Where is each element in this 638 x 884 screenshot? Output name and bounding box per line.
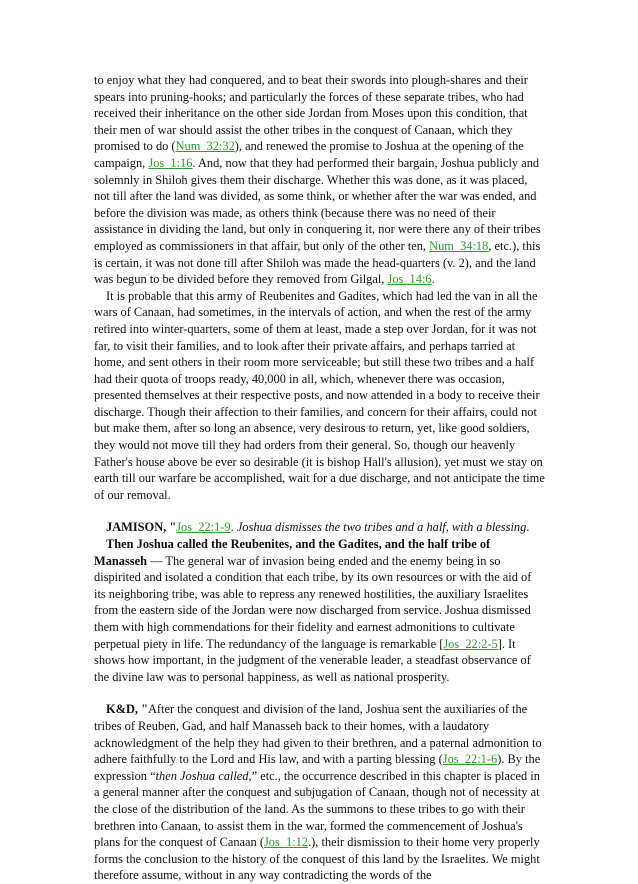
scripture-link[interactable]: Jos_22:1-9 [176, 520, 231, 535]
text: to enjoy what they had conquered, and to beat their swords into plough-shares and their spears into pruning-hooks; and particularly the forces of these separate tribes, who had received their inheritance on the other side Jordan from Moses upon this condition, that their men of war should assist the other tribes in the conquest of Canaan, which they promised to do ( [94, 73, 528, 154]
paragraph-henry-1 [94, 72, 546, 288]
paragraph-kd [94, 701, 546, 884]
text: ]. It shows how important, in the judgment of the venerable leader, a steadfast observance of the divine law was to personal happiness, as well as national prosperity. [94, 636, 531, 684]
scripture-link[interactable]: Jos_22:1-6 [442, 752, 498, 767]
jamison-header [94, 519, 546, 536]
period: . [526, 520, 530, 535]
text: . And, now that they had performed their bargain, Joshua publicly and solemnly in Shiloh gives them their discharge. Whether this was done, as it was placed, not till after the land was divided, as some think, or whether after the war was ended, and before the division was made, as others think (because there was no need of their assistance in dividing the land, but only in conquering it, nor were there any of their tribes employed as commissioners in that affair, but only of the other ten, [94, 155, 541, 253]
text: ), and renewed the promise to Joshua at the opening of the campaign, [94, 139, 524, 170]
text: — The general war of invasion being ended and the enemy being in so dispirited and isolated a condition that each tribe, by its own resources or with the aid of its neighboring tribe, was able to repress any renewed hostilities, the auxiliary Israelites from the eastern side of the Jordan were now discharged from service. Joshua dismissed them with high commendations for their fidelity and earnest admonitions to cultivate perpetual piety in life. The redundancy of the language is remarkable [ [94, 553, 532, 651]
document-page [94, 72, 546, 884]
section-summary: Joshua dismisses the two tribes and a half, with a blessing [236, 520, 527, 535]
scripture-link[interactable]: Num_32:32 [175, 139, 235, 154]
text: . [431, 272, 435, 287]
commentary-label: JAMISON, " [106, 520, 177, 535]
paragraph-jamison [94, 536, 546, 685]
scripture-link[interactable]: Jos_22:2-5 [443, 636, 498, 651]
scripture-link[interactable]: Num_34:18 [429, 238, 489, 253]
commentary-label: K&D, " [106, 702, 148, 717]
text: After the conquest and division of the land, Joshua sent the auxiliaries of the tribes of Reuben, Gad, and half Manasseh back to their homes, with a laudatory acknowledgment of the help they had given to their brethren, and a paternal admonition to adhere faithfully to the Lord and His law, and with a parting blessing ( [94, 702, 542, 767]
separator: . [230, 520, 237, 535]
verse-heading: Then Joshua called the Reubenites, and the Gadites, and the half tribe of Manasseh [94, 537, 491, 568]
text: .), their dismission to their home very properly forms the conclusion to the history of the conquest of this land by the Israelites. We might therefore assume, without in any way contradicting the words of the [94, 835, 540, 883]
spacer [94, 503, 546, 519]
emphasis: then Joshua called [155, 768, 249, 783]
text: ,” etc., the occurrence described in this chapter is placed in a general manner after the conquest and subjugation of Canaan, though not of necessity at the close of the distribution of the land. As the summons to these tribes to go with their brethren into Canaan, to assist them in the war, formed the commencement of Joshua's plans for the conquest of Canaan ( [94, 768, 540, 850]
scripture-link[interactable]: Jos_14:6 [387, 272, 432, 287]
scripture-link[interactable]: Jos_1:12 [263, 835, 309, 850]
spacer [94, 685, 546, 701]
text: , etc.), this is certain, it was not done till after Shiloh was made the head-quarters (v. 2), and the land was begun to be divided before they removed from Gilgal, [94, 238, 541, 287]
paragraph-henry-2: It is probable that this army of Reubenites and Gadites, which had led the van in all the wars of Canaan, had sometimes, in the intervals of action, and when the rest of the army retired into winter-quarters, some of them at least, made a step over Jordan, for it was not far, to visit their families, and to look after their private affairs, and perhaps tarried at home, and sent others in their room more serviceable; but still these two tribes and a half had their quota of troops ready, 40,000 in all, which, whenever there was occasion, presented themselves at their respective posts, and now attended in a body to receive their discharge. Though their affection to their families, and concern for their affairs, could not but make them, after so long an absence, very desirous to return, yet, like good soldiers, they would not move till they had orders from their general. So, though our heavenly Father's house above be ever so desirable (it is bishop Hall's allusion), yet must we stay on earth till our warfare be accomplished, wait for a due discharge, and not anticipate the time of our removal. [94, 288, 545, 502]
scripture-link[interactable]: Jos_1:16 [148, 155, 193, 170]
text: ). By the expression “ [94, 752, 541, 783]
